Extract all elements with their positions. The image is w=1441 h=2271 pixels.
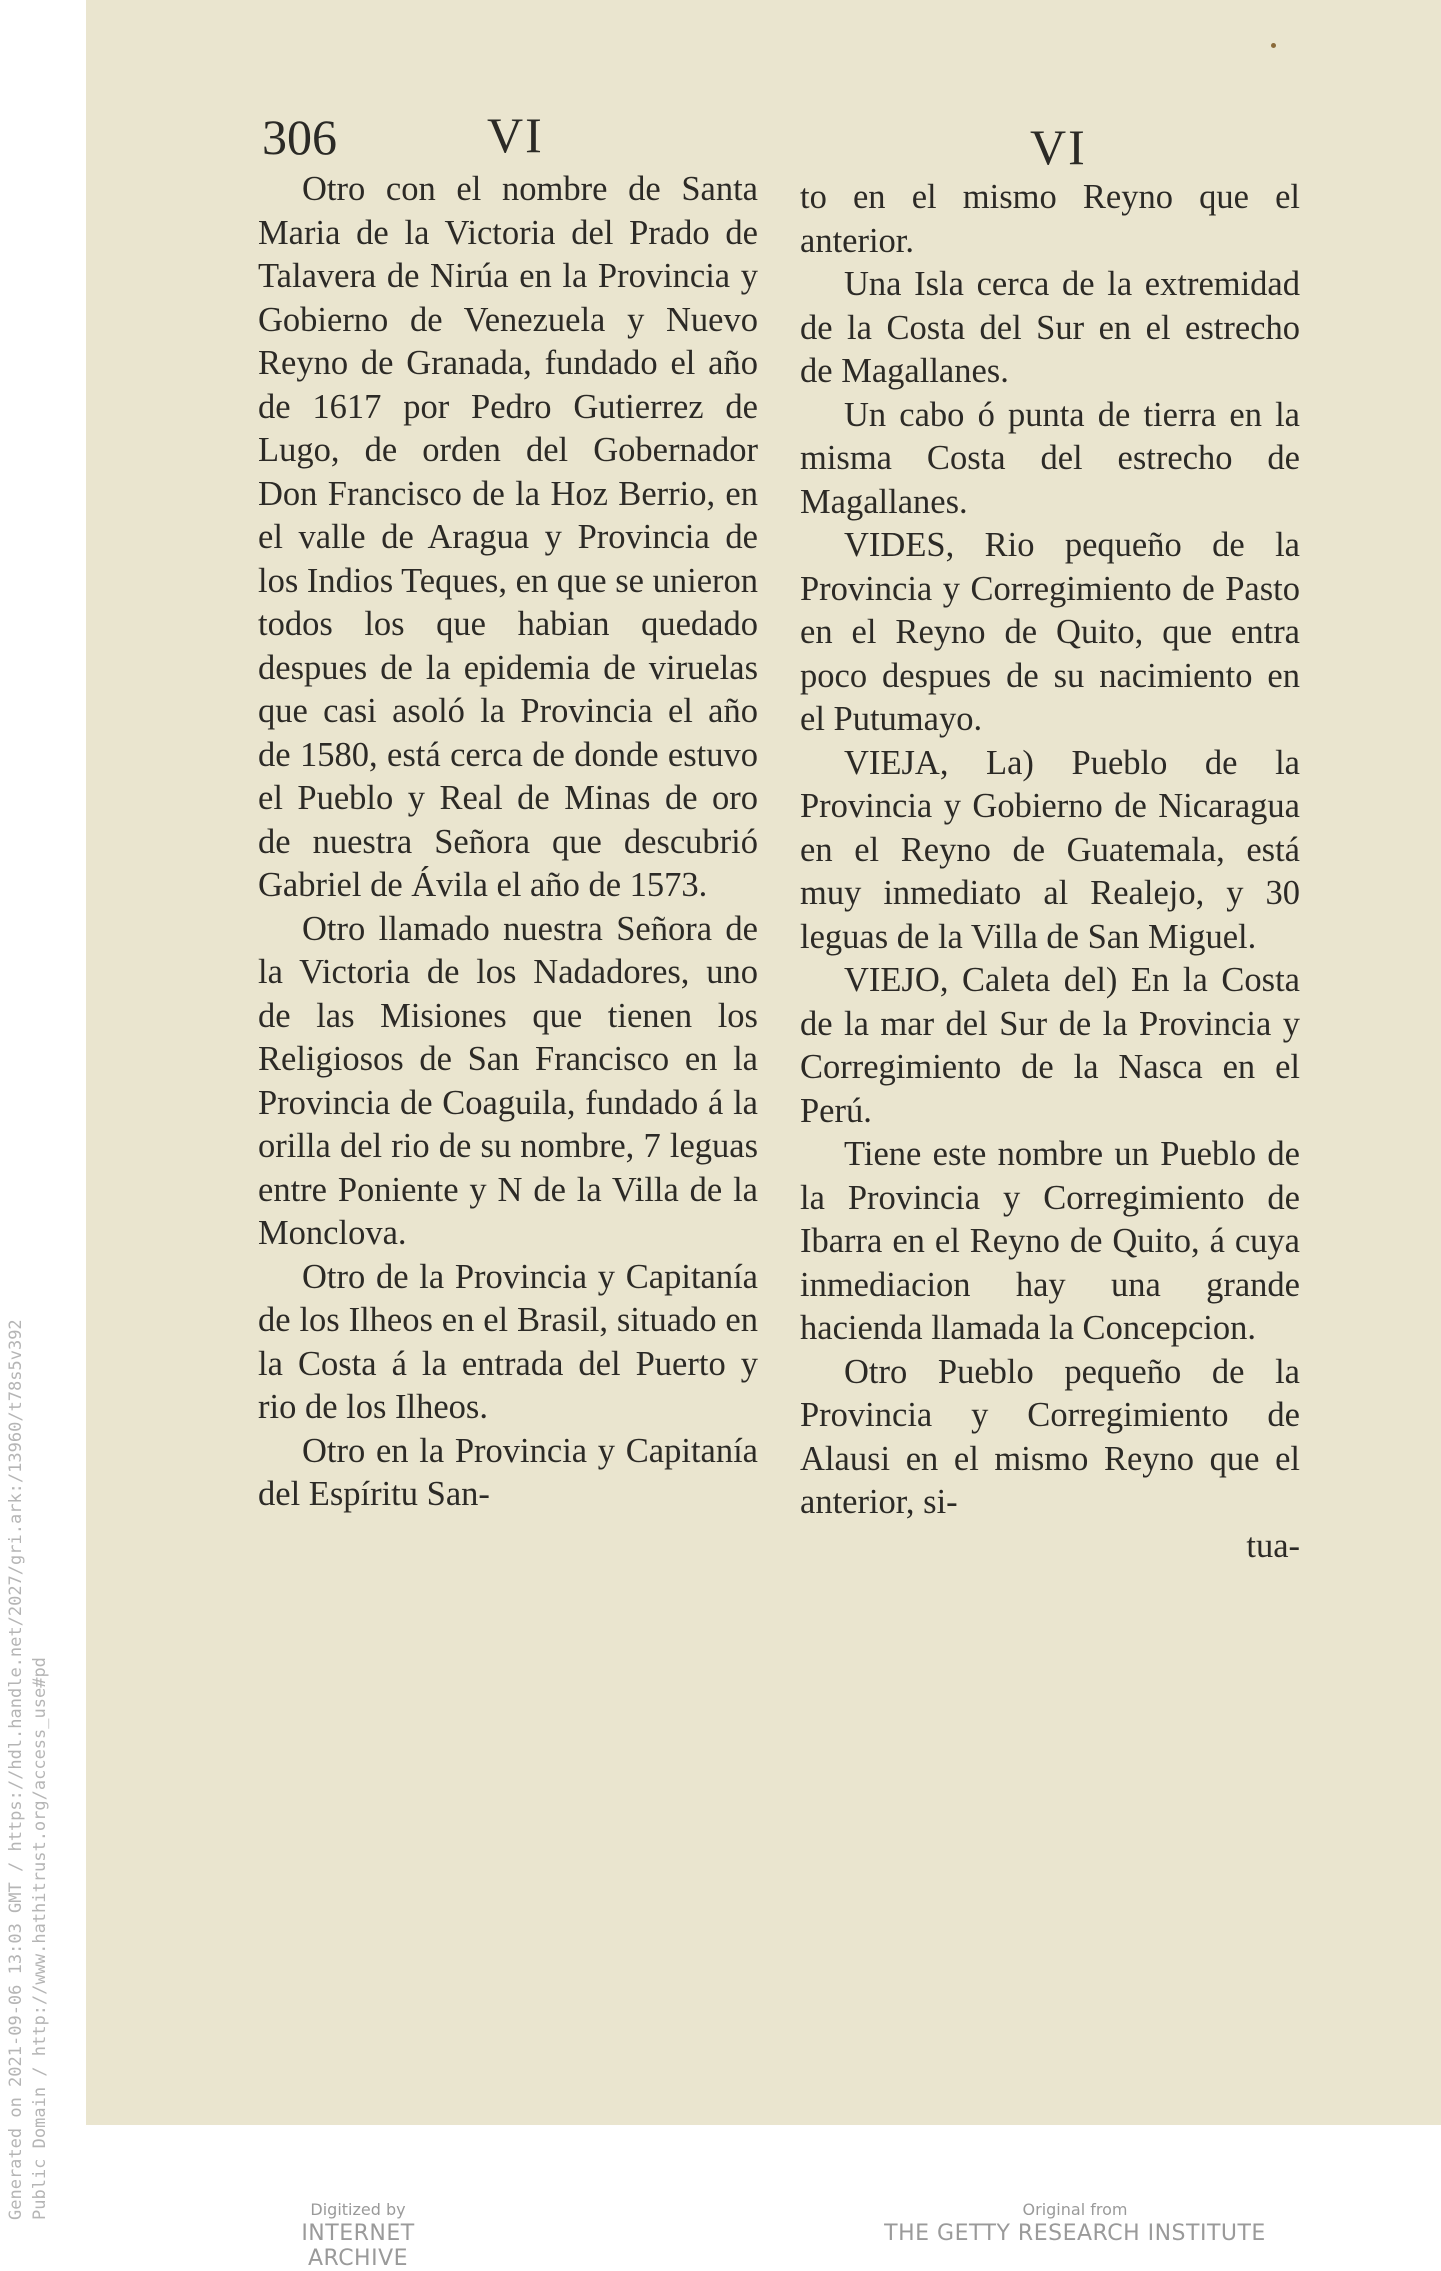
left-text-column [258, 168, 758, 1517]
paragraph: Otro Pueblo pequeño de la Provincia y Corregimiento de Alausi en el mismo Reyno que el anterior, si- [800, 1352, 1300, 1521]
paragraph: VIDES, Rio pequeño de la Provincia y Corregimiento de Pasto en el Reyno de Quito, que entra poco despues de su nacimiento en el Putumayo. [800, 526, 1300, 738]
paragraph: Una Isla cerca de la extremidad de la Costa del Sur en el estrecho de Magallanes. [800, 265, 1300, 390]
page-speck [1271, 43, 1276, 48]
digitized-by-credit [248, 2200, 468, 2271]
watermark-line-2: Public Domain / http://www.hathitrust.org/access_use#pd [30, 1657, 50, 2220]
paragraph: Un cabo ó punta de tierra en la misma Costa del estrecho de Magallanes. [800, 395, 1300, 521]
internet-archive-link[interactable]: INTERNET ARCHIVE [301, 2221, 415, 2271]
right-running-head: VI [1030, 119, 1087, 175]
paragraph: VIEJO, Caleta del) En la Costa de la mar del Sur de la Provincia y Corregimiento de la Nasca en el Perú. [800, 961, 1300, 1130]
digitized-by-label: Digitized by [310, 2200, 406, 2219]
paragraph: Tiene este nombre un Pueblo de la Provincia y Corregimiento de Ibarra en el Reyno de Quito, á cuya inmediacion hay una grande hacienda llamada la Concepcion. [800, 1135, 1300, 1347]
page-number: 306 [262, 109, 337, 165]
paragraph: VIEJA, La) Pueblo de la Provincia y Gobierno de Nicaragua en el Reyno de Guatemala, está muy inmediato al Realejo, y 30 leguas de la Villa de San Miguel. [800, 743, 1300, 956]
watermark-line-1: Generated on 2021-09-06 13:03 GMT / https://hdl.handle.net/2027/gri.ark:/13960/t78s5v392 [6, 1319, 26, 2220]
paragraph: to en el mismo Reyno que el anterior. [800, 178, 1300, 260]
left-running-head: VI [487, 107, 544, 163]
original-from-credit [880, 2200, 1270, 2246]
hathitrust-watermark [4, 1319, 52, 2220]
paragraph: Otro con el nombre de Santa Maria de la Victoria del Prado de Talavera de Nirúa en la Provincia y Gobierno de Venezuela y Nuevo Reyno de Granada, fundado el año de 1617 por Pedro Gutierrez de Lugo, de orden del Gobernador Don Francisco de la Hoz Berrio, en el valle de Aragua y Provincia de los Indios Teques, en que se unieron todos los que habian quedado despues de la epidemia de viruelas que casi asoló la Provincia el año de 1580, está cerca de donde estuvo el Pueblo y Real de Minas de oro de nuestra Señora que descubrió Gabriel de Ávila el año de 1573. [258, 170, 758, 904]
paragraph: Otro de la Provincia y Capitanía de los Ilheos en el Brasil, situado en la Costa á la entrada del Puerto y rio de los Ilheos. [258, 1257, 758, 1426]
catchword: tua- [1246, 1526, 1300, 1565]
getty-research-link[interactable]: THE GETTY RESEARCH INSTITUTE [884, 2221, 1266, 2246]
paragraph: Otro en la Provincia y Capitanía del Espíritu San- [258, 1431, 758, 1513]
right-text-column [800, 176, 1300, 1568]
paragraph: Otro llamado nuestra Señora de la Victoria de los Nadadores, uno de las Misiones que tienen los Religiosos de San Francisco en la Provincia de Coaguila, fundado á la orilla del rio de su nombre, 7 leguas entre Poniente y N de la Villa de la Monclova. [258, 909, 758, 1252]
original-from-label: Original from [1022, 2200, 1128, 2219]
